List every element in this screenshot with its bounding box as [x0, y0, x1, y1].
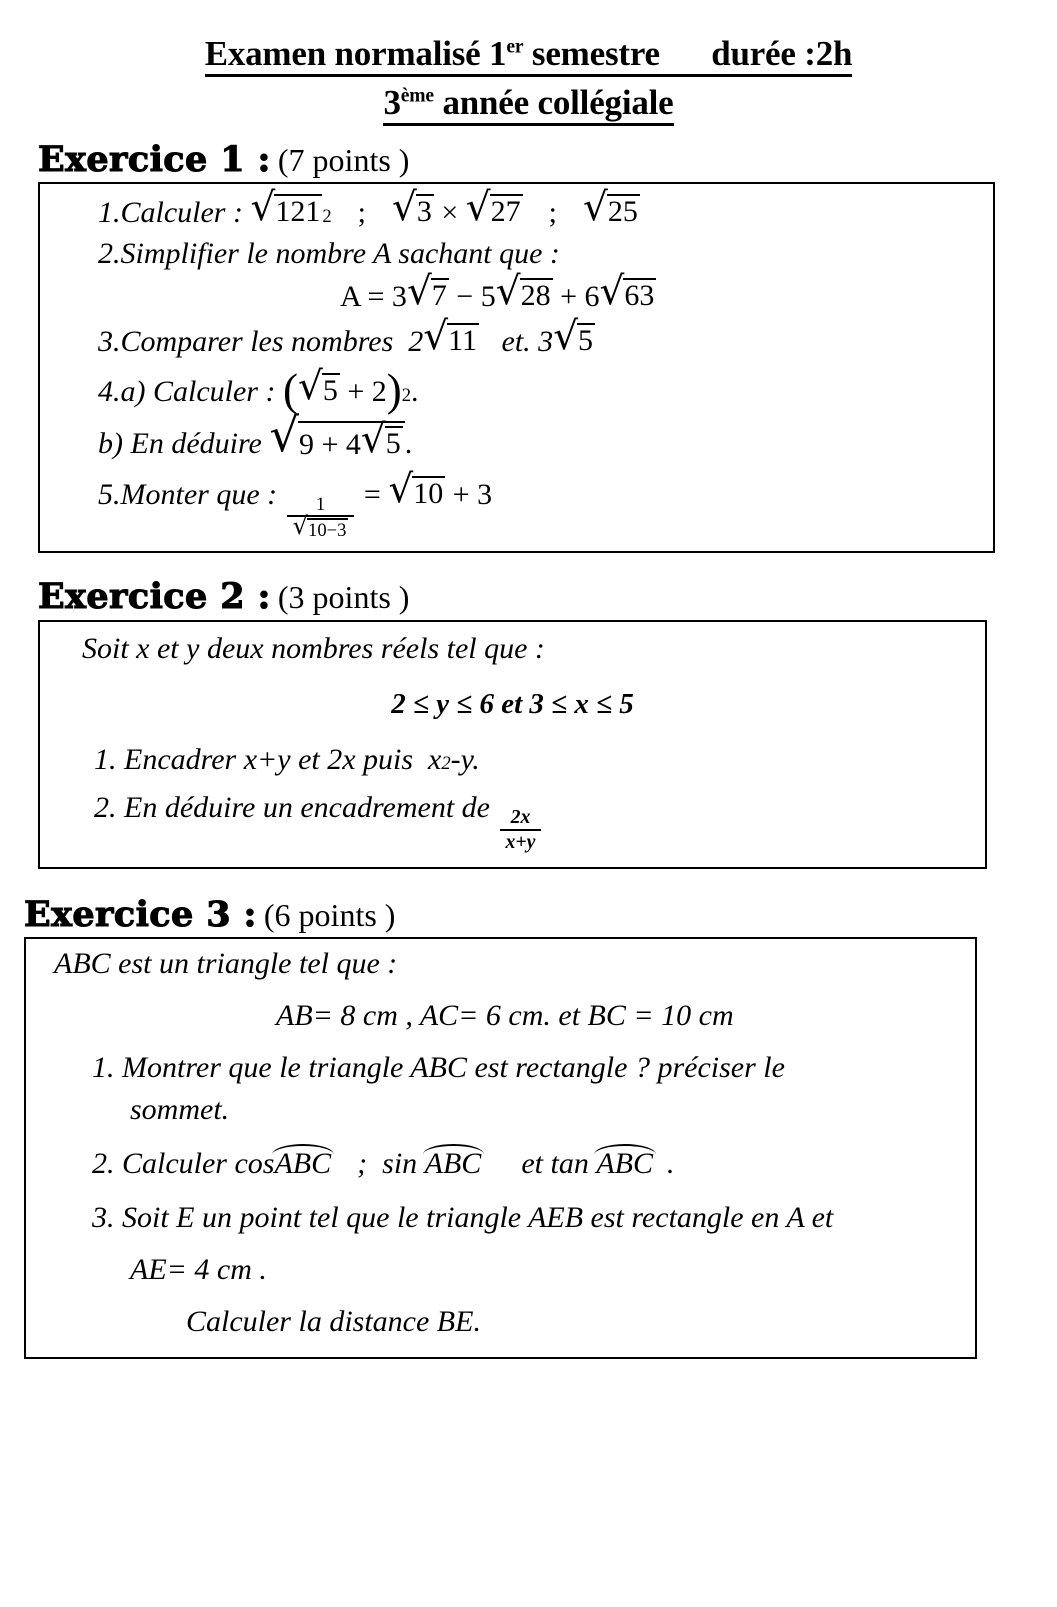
exam-title-ordinal-suffix: er: [506, 36, 524, 58]
exercise-3-points: (6 points ): [263, 896, 396, 933]
grade-level-label: année collégiale: [433, 83, 674, 123]
exercise-3-box: [24, 937, 977, 1359]
fraction-numerator: 2x: [510, 806, 531, 829]
plus-three: + 3: [445, 478, 493, 512]
angle-abc-3: ABC: [596, 1146, 653, 1180]
paren-open: (: [282, 365, 298, 416]
formula-lead: A = 3: [340, 280, 407, 314]
exercise-3-question-1-line-2: [130, 1092, 975, 1126]
exercise-1-formula-A: [340, 269, 993, 315]
title-spacer: [660, 34, 711, 73]
exercise-3-question-1-line-1: [92, 1050, 975, 1084]
q2-lead: 2. Calculer cos: [92, 1146, 275, 1180]
exercise-3-measures: [276, 998, 975, 1032]
exercise-3-question-3-line-1: [92, 1200, 975, 1234]
grade-ordinal-suffix: ème: [400, 85, 434, 107]
q1-text-part1: 1. Encadrer x+y et 2x puis x: [94, 743, 442, 777]
exam-title-line-2: [383, 83, 673, 126]
radicand: 121: [275, 195, 321, 229]
q2-mid1: ; sin: [357, 1146, 425, 1180]
exercise-1-heading: [38, 139, 1057, 181]
q3-mid: et. 3: [479, 325, 554, 359]
exercise-2-points: (3 points ): [277, 579, 410, 616]
sqrt-121-squared: [250, 185, 322, 231]
radical-sign-icon: √: [292, 512, 309, 541]
plus-two: + 2: [339, 375, 387, 409]
exercise-2-question-2: [94, 791, 985, 854]
radical-sign-icon: √: [250, 185, 276, 231]
exercise-2-intro: [82, 634, 985, 664]
q2-mid2: et tan: [521, 1146, 597, 1180]
q1-text-line2: sommet.: [130, 1092, 230, 1126]
radical-sign-icon: √: [388, 467, 414, 513]
plus-term: + 6: [552, 280, 600, 314]
radical-sign-icon: √: [423, 314, 449, 360]
sqrt-5: [297, 364, 340, 410]
inner-sqrt-5: [360, 417, 403, 463]
radicand: 5: [322, 374, 338, 408]
exercise-3-question-3-line-3: [186, 1304, 975, 1338]
exercise-2-name: Exercice 2 :: [38, 576, 271, 618]
exam-header: [0, 0, 1057, 126]
q2-tail: .: [667, 1146, 675, 1180]
paren-close: ): [386, 365, 402, 416]
sqrt-7: [406, 269, 449, 315]
inner-radicand: 5: [385, 427, 401, 461]
q1-text-line1: 1. Montrer que le triangle ABC est rectangle ? préciser le: [92, 1050, 785, 1084]
nested-sqrt-9-plus-4-sqrt-5: [269, 408, 404, 463]
exercise-3-name: Exercice 3 :: [24, 893, 257, 935]
exercise-2-heading: [38, 576, 1057, 618]
radical-sign-icon: √: [495, 269, 521, 315]
exercise-3-heading: [24, 893, 1057, 935]
exercise-2-intro-text: Soit x et y deux nombres réels tel que :: [82, 632, 545, 666]
period: .: [411, 375, 419, 409]
exercise-1-question-2: [98, 239, 993, 269]
radicand: 28: [520, 279, 551, 313]
radicand: 3: [416, 195, 432, 229]
minus-term: − 5: [448, 280, 496, 314]
sqrt-5: [553, 314, 595, 360]
radicand: 63: [624, 279, 655, 313]
q1-text-part2: -y.: [450, 743, 480, 777]
exercise-3-question-2: [92, 1147, 975, 1179]
fraction-one-over-sqrt10-minus-3: [287, 495, 355, 541]
sqrt-10-minus-3: [292, 512, 349, 542]
q3-text-line2: AE= 4 cm .: [130, 1252, 267, 1286]
radical-sign-icon: √: [582, 185, 608, 231]
radicand: 27: [490, 195, 521, 229]
q2-label: 2.Simplifier le nombre A sachant que :: [98, 237, 560, 271]
radical-sign-icon: √: [360, 417, 386, 463]
outer-radicand: [298, 417, 405, 463]
radicand: 7: [431, 279, 447, 313]
exercise-3-intro-text: ABC est un triangle tel que :: [54, 946, 398, 980]
sqrt-27: [465, 185, 523, 231]
equals-sign: =: [356, 478, 389, 512]
exercise-1-question-3: [98, 314, 993, 360]
exercise-2-question-1: 1. Encadrer x+y et 2x puis x 2 -y.: [94, 743, 480, 777]
inequality-text: 2 ≤ y ≤ 6 et 3 ≤ x ≤ 5: [391, 688, 634, 721]
exam-title-text: Examen normalisé 1: [204, 34, 507, 73]
exercise-1-question-4a: 4.a) Calculer : ( √ 5 + 2 ) 2 .: [98, 364, 419, 416]
sqrt-10: [388, 467, 445, 513]
fraction-numerator: 1: [315, 493, 326, 515]
exercise-3-intro: [54, 946, 975, 980]
sqrt-11: [423, 314, 479, 360]
radical-sign-icon: √: [406, 269, 432, 315]
exercise-1-question-4b: [98, 408, 993, 463]
q3-text-line1: 3. Soit E un point tel que le triangle AEB est rectangle en A et: [92, 1200, 834, 1234]
separator-semicolon-1: ;: [357, 196, 366, 230]
exercise-2-inequality: [40, 690, 985, 719]
radical-sign-icon: √: [391, 185, 417, 231]
sqrt-3: [391, 185, 434, 231]
grade-number: 3: [383, 83, 401, 123]
exam-duration: durée :2h: [711, 34, 853, 73]
q2-label: 2. En déduire un encadrement de: [94, 791, 498, 825]
exercise-1-name: Exercice 1 :: [38, 139, 271, 181]
sqrt-28: [495, 269, 553, 315]
q4b-label: b) En déduire: [98, 427, 270, 461]
sqrt-63: [599, 269, 657, 315]
q4a-label: 4.a) Calculer :: [98, 375, 283, 409]
angle-abc-2: ABC: [424, 1146, 482, 1180]
angle-abc-1: ABC: [274, 1146, 332, 1180]
q1-label: 1.Calculer :: [98, 196, 251, 230]
q5-label: 5.Monter que :: [98, 478, 285, 512]
radical-sign-icon: √: [269, 408, 299, 463]
fraction-denominator: x+y: [500, 829, 542, 853]
radical-sign-icon: √: [297, 364, 323, 410]
fraction-denominator: [287, 512, 355, 542]
exercise-1-question-1: 1.Calculer : √ 121 2 ; √ 3 × √ 27 ; √ 25: [98, 185, 638, 231]
exercise-2-box: [38, 620, 987, 869]
q3-label: 3.Comparer les nombres 2: [98, 325, 424, 359]
triangle-measures-text: AB= 8 cm , AC= 6 cm. et BC = 10 cm: [276, 998, 734, 1032]
exercise-3-question-3-line-2: [130, 1252, 975, 1286]
sqrt-25: [582, 185, 640, 231]
outer-radicand-lead: 9 + 4: [298, 428, 361, 462]
exam-title-semester: semestre: [523, 34, 660, 73]
radical-sign-icon: √: [465, 185, 491, 231]
exercise-1-points: (7 points ): [277, 142, 410, 179]
exercise-1-question-5: [98, 467, 993, 542]
exam-title-line-1: [205, 34, 853, 77]
fraction-2x-over-x-plus-y: [500, 807, 542, 853]
radical-sign-icon: √: [553, 314, 579, 360]
period: .: [404, 427, 413, 461]
separator-semicolon-2: ;: [548, 196, 557, 230]
radical-sign-icon: √: [599, 269, 625, 315]
multiplication-operator: ×: [433, 196, 466, 230]
radicand: 25: [607, 195, 638, 229]
q3-text-line3: Calculer la distance BE.: [186, 1304, 481, 1338]
radicand: 10: [413, 477, 444, 511]
exercise-1-box: [38, 182, 995, 553]
radicand: 5: [578, 324, 594, 358]
radicand: 10−3: [308, 520, 347, 542]
radicand: 11: [448, 324, 478, 358]
